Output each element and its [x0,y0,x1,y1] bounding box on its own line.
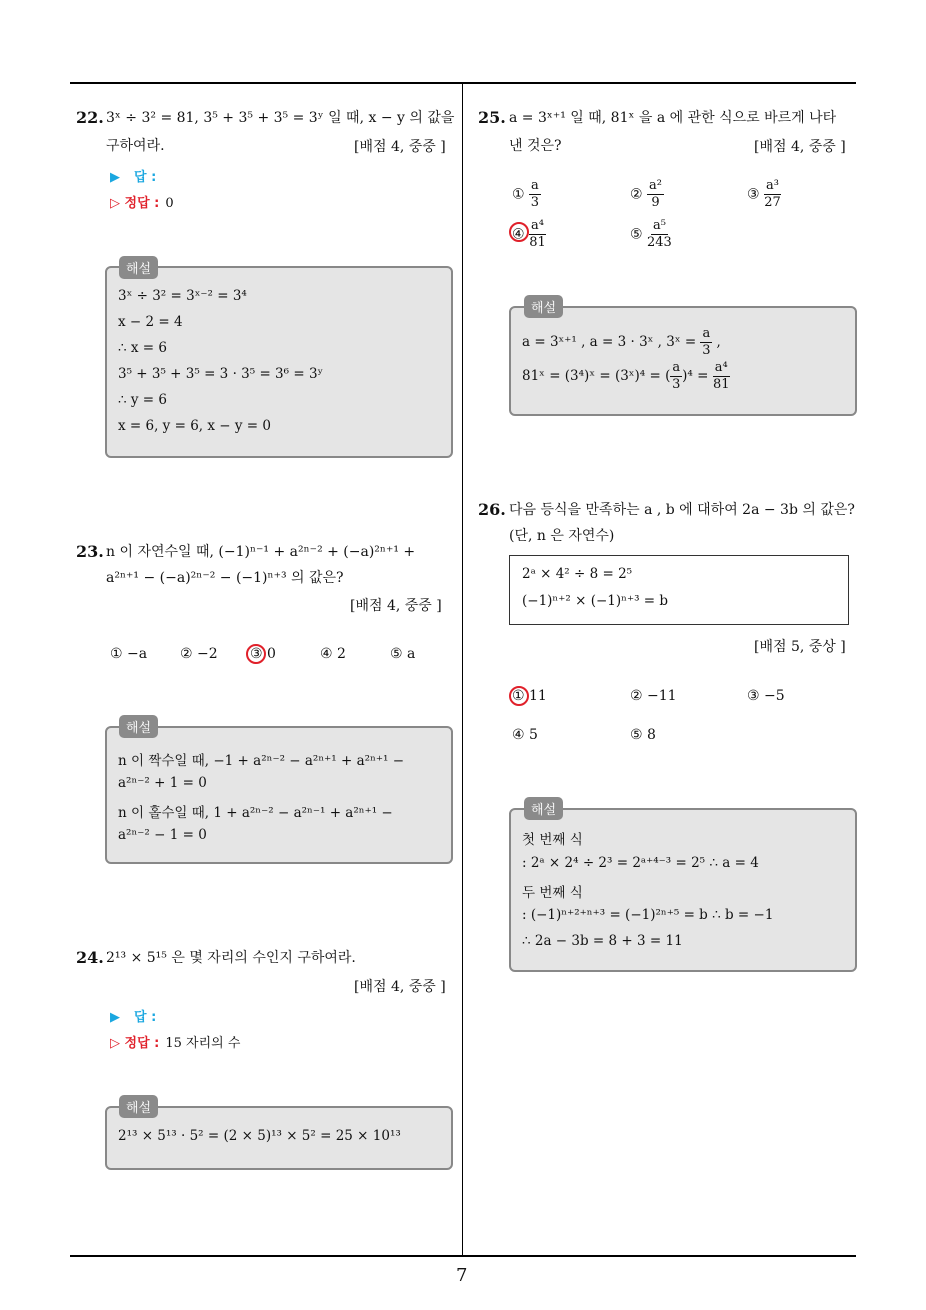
numerator: a [702,326,711,341]
fraction [647,218,672,251]
question-number: 22. [76,108,104,127]
numerator: a⁴ [531,218,544,233]
question-text: n 이 자연수일 때, (−1)ⁿ⁻¹ + a²ⁿ⁻² + (−a)²ⁿ⁺¹ + [106,544,416,560]
question-text: 구하여라. [106,138,165,154]
denominator: 3 [702,343,711,358]
column-divider [462,83,463,1256]
choice-mark: ② [630,186,643,203]
fraction [670,360,682,393]
solution-text: )⁴ = [682,368,709,384]
solution-line: a²ⁿ⁻² − 1 = 0 [118,827,207,843]
play-icon: ▶ [110,1010,120,1025]
fraction [647,178,664,211]
selected-answer-circle-icon [509,222,529,242]
solution-box [105,726,453,864]
numerator: a⁴ [714,360,728,375]
score-meta: [배점 4, 중중 ] [354,979,446,995]
solution-line: 첫 번째 식 [522,832,583,848]
bottom-rule [70,1255,856,1257]
choice-2[interactable]: ② −2 [180,646,218,662]
question-text: a = 3ˣ⁺¹ 일 때, 81ˣ 을 a 에 관한 식으로 바르게 나타 [509,110,837,126]
fraction [764,178,781,211]
selected-answer-circle-icon [246,644,266,664]
fraction [529,178,541,211]
play-icon: ▶ [110,170,120,185]
fraction [529,218,546,251]
denominator: 3 [530,195,540,210]
page-number: 7 [456,1265,468,1286]
question-number: 26. [478,500,506,519]
outline-play-icon: ▷ [110,196,125,211]
correct-label: 정답 : [124,1036,160,1051]
solution-line: ∴ y = 6 [118,392,167,408]
choice-1[interactable]: ① −a [110,646,148,662]
answer-line [110,1006,156,1025]
denominator: 243 [647,235,672,250]
choice-mark: ① [512,186,525,203]
top-rule [70,82,856,84]
denominator: 81 [712,377,730,392]
fraction [700,326,712,359]
solution-tag: 해설 [119,715,158,738]
numerator: a [531,178,539,193]
solution-line: x = 6, y = 6, x − y = 0 [118,418,271,434]
solution-line: 두 번째 식 [522,885,583,901]
condition-line: 2ᵃ × 4² ÷ 8 = 2⁵ [522,566,633,582]
answer-line [110,166,156,185]
question-number: 24. [76,948,104,967]
solution-tag: 해설 [119,1095,158,1118]
solution-line: 2¹³ × 5¹³ · 5² = (2 × 5)¹³ × 5² = 25 × 10¹³ [118,1128,401,1144]
choice-3[interactable]: ③ 0 [250,646,276,662]
choice-5[interactable]: ⑤ 8 [630,727,656,743]
choice-1[interactable] [512,178,541,211]
question-number: 25. [478,108,506,127]
solution-line: 3⁵ + 3⁵ + 3⁵ = 3 · 3⁵ = 3⁶ = 3ʸ [118,366,324,382]
denominator: 3 [672,377,681,392]
denominator: 9 [651,195,660,210]
correct-value: 15 자리의 수 [165,1036,241,1051]
question-text: a²ⁿ⁺¹ − (−a)²ⁿ⁻² − (−1)ⁿ⁺³ 의 값은? [106,570,344,586]
correct-answer [110,1032,240,1051]
outline-play-icon: ▷ [110,1036,125,1051]
choice-1[interactable]: ① 11 [512,688,547,704]
choice-2[interactable]: ② −11 [630,688,677,704]
numerator: a² [649,178,662,193]
score-meta: [배점 5, 중상 ] [754,639,846,655]
correct-value: 0 [165,196,174,211]
solution-line: n 이 홀수일 때, 1 + a²ⁿ⁻² − a²ⁿ⁻¹ + a²ⁿ⁺¹ − [118,805,393,821]
choice-4[interactable]: ④ 2 [320,646,346,662]
choice-mark: ③ [747,186,760,203]
solution-line: ∴ 2a − 3b = 8 + 3 = 11 [522,933,683,949]
solution-line: : (−1)ⁿ⁺²⁺ⁿ⁺³ = (−1)²ⁿ⁺⁵ = b ∴ b = −1 [522,907,774,923]
solution-text: a = 3ˣ⁺¹ , a = 3 · 3ˣ , 3ˣ = [522,334,697,350]
correct-answer [110,192,174,211]
question-text: 3ˣ ÷ 3² = 81, 3⁵ + 3⁵ + 3⁵ = 3ʸ 일 때, x − y 의 값을 [106,110,455,126]
selected-answer-circle-icon [509,686,529,706]
denominator: 27 [764,195,781,210]
solution-line [522,326,721,359]
solution-tag: 해설 [119,256,158,279]
choice-5[interactable]: ⑤ a [390,646,416,662]
solution-text: , [712,334,721,350]
solution-line: x − 2 = 4 [118,314,183,330]
solution-line [522,360,730,393]
solution-text: 81ˣ = (3⁴)ˣ = (3ˣ)⁴ = ( [522,368,671,384]
question-text: 낸 것은? [509,138,562,154]
condition-line: (−1)ⁿ⁺² × (−1)ⁿ⁺³ = b [522,593,669,609]
score-meta: [배점 4, 중중 ] [350,598,442,614]
solution-line: ∴ x = 6 [118,340,167,356]
denominator: 81 [529,235,546,250]
numerator: a [672,360,681,375]
choice-4[interactable]: ④ 5 [512,727,538,743]
score-meta: [배점 4, 중중 ] [354,139,446,155]
answer-label: 답 : [134,170,157,185]
answer-label: 답 : [134,1010,157,1025]
question-text: (단, n 은 자연수) [509,528,615,544]
fraction [713,360,730,393]
numerator: a³ [766,178,779,193]
choice-5[interactable] [630,218,672,251]
solution-line: 3ˣ ÷ 3² = 3ˣ⁻² = 3⁴ [118,288,247,304]
numerator: a⁵ [652,218,666,233]
correct-label: 정답 : [124,196,160,211]
choice-3[interactable] [747,178,781,211]
choice-3[interactable]: ③ −5 [747,688,785,704]
solution-line: n 이 짝수일 때, −1 + a²ⁿ⁻² − a²ⁿ⁺¹ + a²ⁿ⁺¹ − [118,753,405,769]
solution-tag: 해설 [524,797,563,820]
solution-line: : 2ᵃ × 2⁴ ÷ 2³ = 2ᵃ⁺⁴⁻³ = 2⁵ ∴ a = 4 [522,855,759,871]
question-number: 23. [76,542,104,561]
choice-mark: ④ [512,226,525,243]
question-text: 2¹³ × 5¹⁵ 은 몇 자리의 수인지 구하여라. [106,950,356,966]
solution-tag: 해설 [524,295,563,318]
choice-mark: ⑤ [630,226,643,243]
choice-2[interactable] [630,178,664,211]
score-meta: [배점 4, 중중 ] [754,139,846,155]
solution-line: a²ⁿ⁻² + 1 = 0 [118,775,207,791]
question-text: 다음 등식을 만족하는 a , b 에 대하여 2a − 3b 의 값은? [509,502,855,518]
